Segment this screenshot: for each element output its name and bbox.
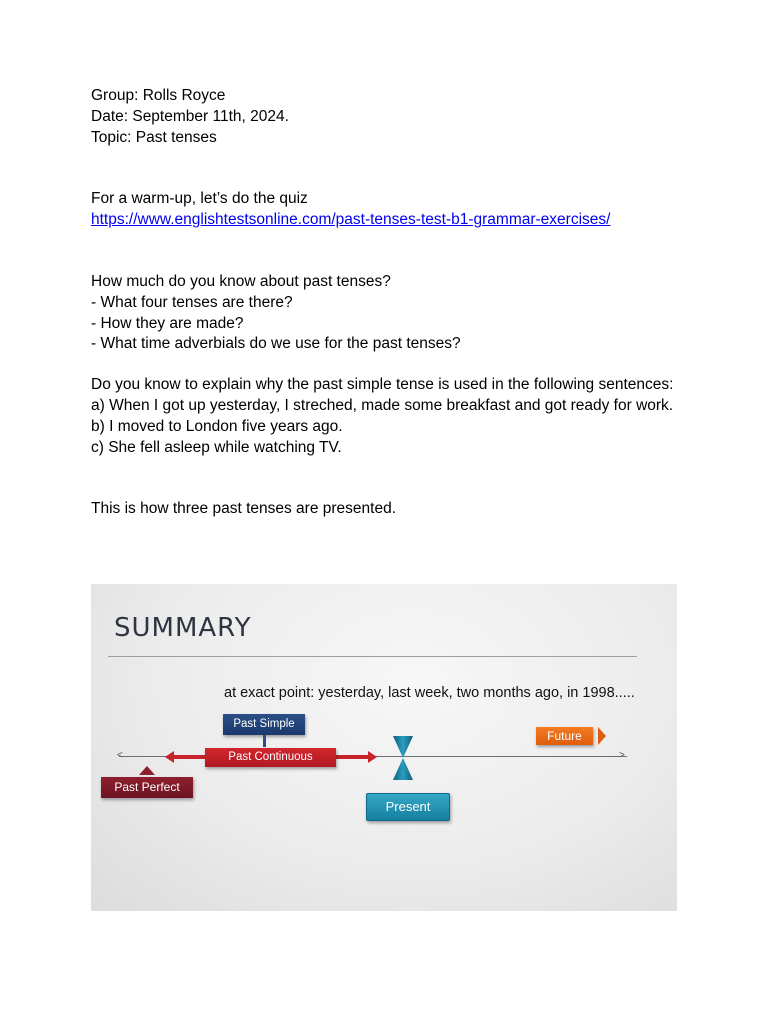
present-label: Present [366, 793, 450, 821]
topic-line: Topic: Past tenses [91, 128, 217, 146]
example-sentence: b) I moved to London five years ago. [91, 417, 343, 435]
future-label: Future [536, 727, 593, 745]
timeline-right-arrow-icon: > [619, 750, 625, 761]
document-body [91, 86, 691, 520]
question-item: - What four tenses are there? [91, 293, 293, 311]
slide-title: SUMMARY [114, 613, 252, 643]
date-line: Date: September 11th, 2024. [91, 107, 289, 125]
past-continuous-right-arrow-icon [368, 751, 377, 763]
summary-slide-image [91, 584, 677, 911]
question-item: - What time adverbials do we use for the past tenses? [91, 335, 461, 353]
questions-heading: How much do you know about past tenses? [91, 272, 391, 290]
slide-caption: at exact point: yesterday, last week, two months ago, in 1998..... [224, 685, 635, 701]
timeline-left-arrow-icon: < [117, 750, 123, 761]
past-perfect-label: Past Perfect [101, 777, 193, 798]
slide-divider [108, 656, 637, 657]
question-item: - How they are made? [91, 314, 244, 332]
past-perfect-up-arrow-icon [139, 766, 155, 775]
past-continuous-label: Past Continuous [205, 748, 336, 767]
past-simple-label: Past Simple [223, 714, 305, 735]
example-sentence: a) When I got up yesterday, I streched, made some breakfast and got ready for work. [91, 396, 674, 414]
past-simple-pointer [263, 735, 266, 747]
presentation-intro: This is how three past tenses are presented. [91, 500, 396, 518]
hourglass-icon [392, 736, 414, 780]
group-line: Group: Rolls Royce [91, 87, 226, 104]
future-arrow-tip-icon [598, 727, 606, 745]
explain-intro: Do you know to explain why the past simple tense is used in the following sentences: [91, 376, 674, 394]
example-sentence: c) She fell asleep while watching TV. [91, 438, 342, 456]
quiz-link[interactable]: https://www.englishtestsonline.com/past-tenses-test-b1-grammar-exercises/ [91, 211, 611, 229]
warmup-intro: For a warm-up, let’s do the quiz [91, 190, 308, 208]
past-continuous-left-arrow-icon [165, 751, 174, 763]
